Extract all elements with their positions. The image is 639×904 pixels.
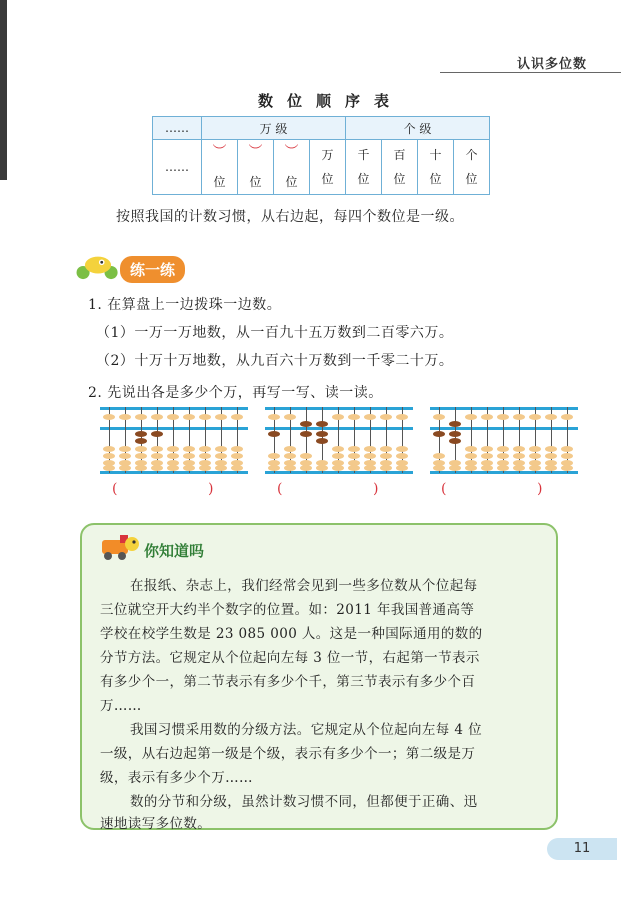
answer-blank-close: ) (373, 481, 379, 497)
abacus-3 (430, 405, 578, 475)
did-you-know-title: 你知道吗 (144, 542, 205, 560)
table-head-ge: 个 级 (346, 117, 490, 140)
paragraph-line: 有多少个一，第二节表示有多少个千，第三节表示有多少个百 (100, 674, 476, 690)
abacus-2 (265, 405, 413, 475)
question-1a: （1）一万一万地数，从一百九十五万数到二百零六万。 (96, 325, 454, 341)
question-1b: （2）十万十万地数，从九百六十万数到一千零二十万。 (96, 353, 454, 369)
answer-blank-close: ) (208, 481, 214, 497)
blank-place: ︶ 位 (202, 140, 238, 195)
question-1: 1. 在算盘上一边拨珠一边数。 (88, 297, 282, 313)
place-bai: 百 位 (382, 140, 418, 195)
table-body-dots: …… (153, 140, 202, 195)
place-value-table (152, 116, 490, 195)
chapter-title: 认识多位数 (516, 57, 587, 72)
paragraph-line: 三位就空开大约半个数字的位置。如：2011 年我国普通高等 (100, 602, 475, 618)
paragraph-line: 速地读写多位数。 (100, 816, 212, 832)
place-wan: 万 位 (310, 140, 346, 195)
blank-place: ︶ 位 (238, 140, 274, 195)
paragraph-line: 分节方法。它规定从个位起向左每 3 位一节，右起第一节表示 (100, 650, 480, 666)
paragraph-line: 我国习惯采用数的分级方法。它规定从个位起向左每 4 位 (130, 722, 482, 738)
blank-place: ︶ 位 (274, 140, 310, 195)
practice-title: 练一练 (120, 256, 185, 283)
paragraph-line: 一级，从右边起第一级是个级，表示有多少个一；第二级是万 (100, 746, 476, 762)
page-number: 11 (547, 838, 617, 860)
abacus-1 (100, 405, 248, 475)
paragraph-line: 学校在校学生数是 23 085 000 人。这是一种国际通用的数的 (100, 626, 483, 642)
paragraph-line: 数的分节和分级，虽然计数习惯不同，但都便于正确、迅 (130, 794, 478, 810)
place-ge: 个 位 (454, 140, 490, 195)
paragraph-line: 万…… (100, 698, 142, 714)
train-icon (96, 532, 140, 560)
answer-blank-close: ) (537, 481, 543, 497)
answer-blank-open: ( (441, 481, 447, 497)
place-shi: 十 位 (418, 140, 454, 195)
question-2: 2. 先说出各是多少个万，再写一写、读一读。 (88, 385, 383, 401)
grouping-rule-sentence: 按照我国的计数习惯，从右边起，每四个数位是一级。 (116, 209, 464, 225)
table-head-wan: 万 级 (202, 117, 346, 140)
answer-blank-open: ( (277, 481, 283, 497)
place-qian: 千 位 (346, 140, 382, 195)
header-rule (440, 72, 621, 73)
paragraph-line: 在报纸、杂志上，我们经常会见到一些多位数从个位起每 (130, 578, 478, 594)
table-head-dots: …… (153, 117, 202, 140)
paragraph-line: 级，表示有多少个万…… (100, 770, 253, 786)
answer-blank-open: ( (112, 481, 118, 497)
motorbike-icon (72, 252, 124, 280)
table-title: 数位顺序表 (257, 92, 403, 110)
